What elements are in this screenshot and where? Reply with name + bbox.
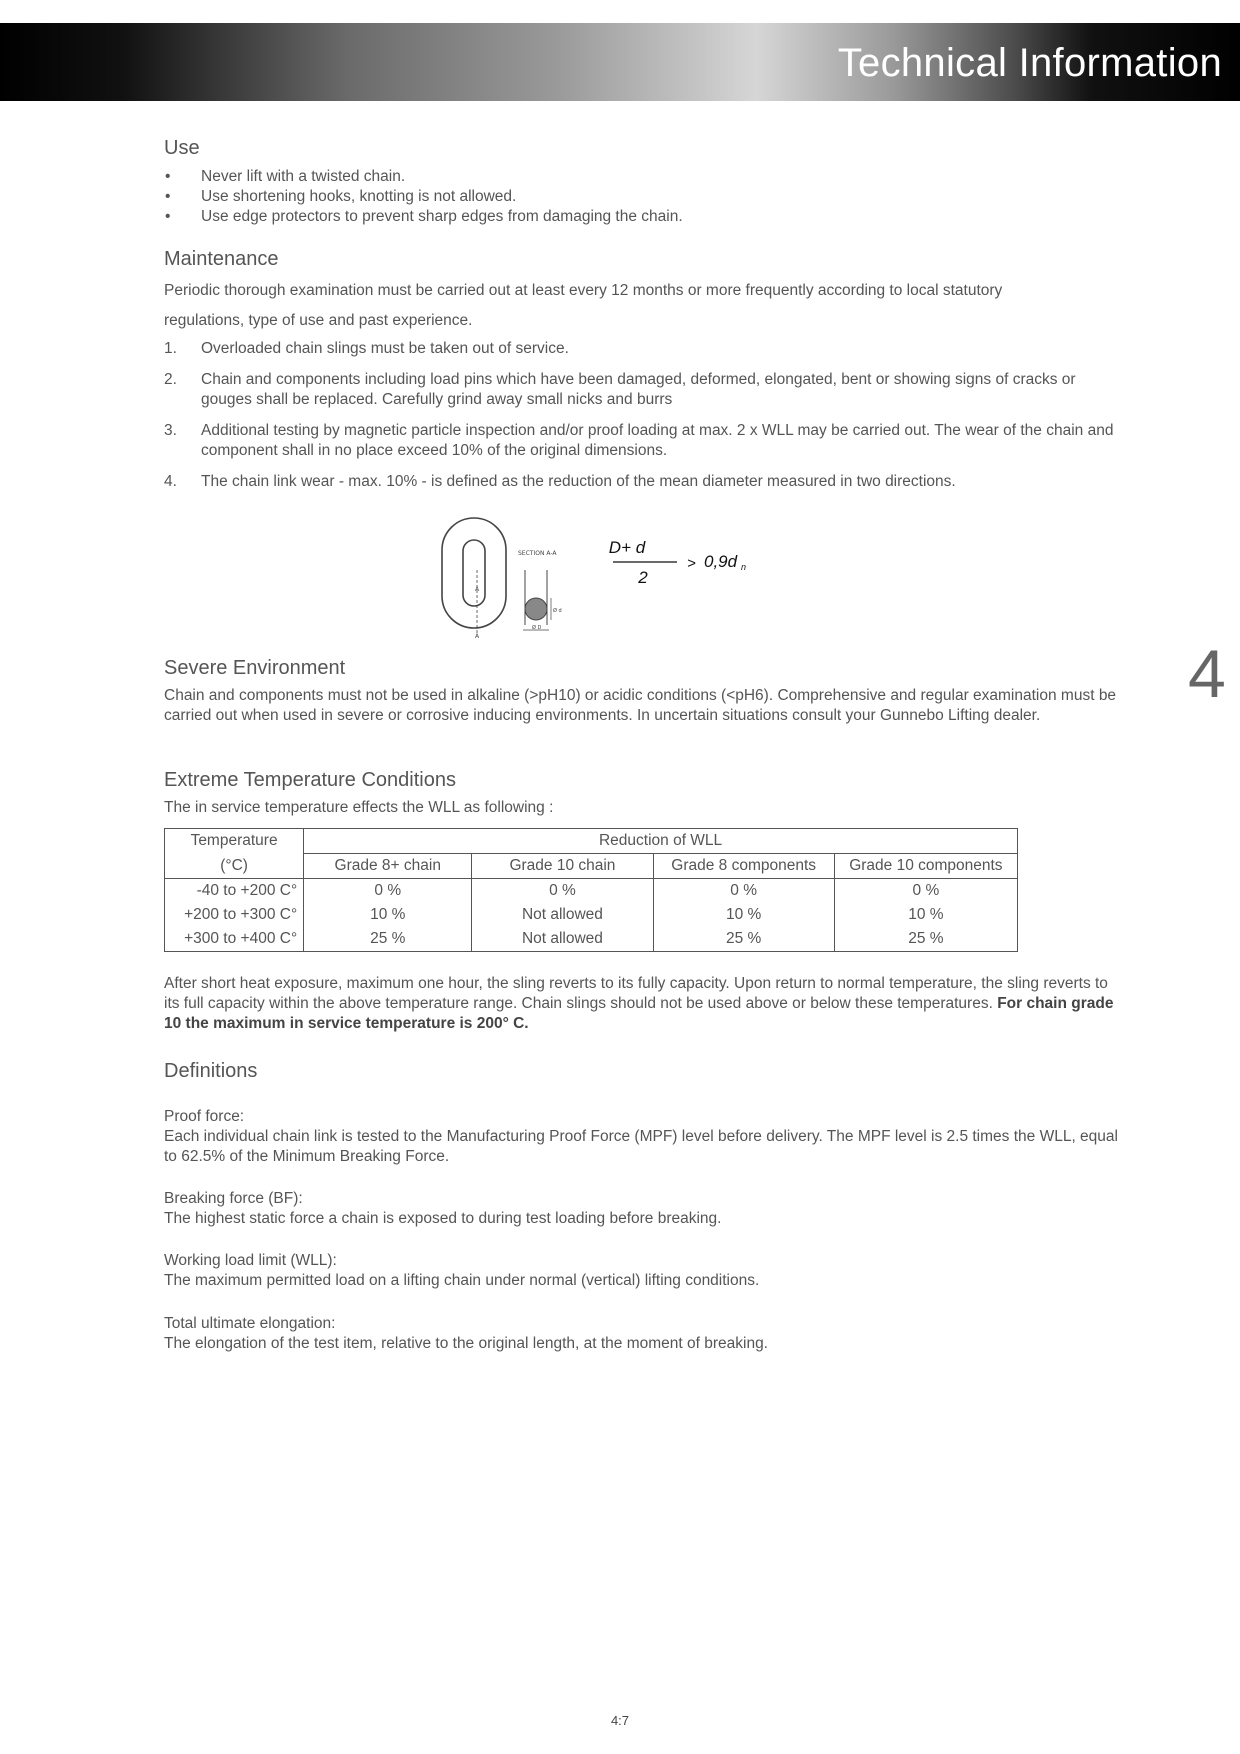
table-header: Grade 10 chain: [472, 854, 653, 879]
list-item: [164, 370, 1124, 410]
list-number: 2.: [164, 371, 177, 388]
list-item-text: The chain link wear - max. 10% - is defined as the reduction of the mean diameter measured in two directions.: [201, 473, 956, 490]
table-cell: 10 %: [304, 903, 472, 927]
header-band: [0, 23, 1240, 101]
table-cell: 0 %: [304, 879, 472, 904]
bullet-icon: •: [165, 168, 171, 185]
chapter-number: 4: [1188, 636, 1226, 712]
list-item: [164, 207, 1124, 227]
dimension-label: Ø D: [532, 625, 542, 631]
table-header: (°C): [165, 854, 304, 879]
list-item-text: Overloaded chain slings must be taken out of service.: [201, 340, 569, 357]
definition-term: Working load limit (WLL):: [164, 1252, 337, 1269]
list-item-text: Additional testing by magnetic particle inspection and/or proof loading at max. 2 x WLL may be carried out. The wear of the chain and component shall in no place exceed 10% of the original dimensions.: [201, 422, 1114, 459]
list-number: 4.: [164, 473, 177, 490]
table-cell: 25 %: [834, 927, 1017, 952]
maintenance-heading: Maintenance: [164, 248, 279, 270]
list-item-text: Chain and components including load pins which have been damaged, deformed, elongated, bent or showing signs of cracks or gouges shall be replaced. Carefully grind away small nicks and burrs: [201, 371, 1076, 408]
table-cell: 0 %: [653, 879, 834, 904]
table-cell: +300 to +400 C°: [165, 927, 304, 952]
table-row: [165, 903, 1018, 927]
list-item: [164, 421, 1124, 461]
table-cell: 25 %: [304, 927, 472, 952]
definition-item: [164, 1189, 1124, 1229]
page-title: Technical Information: [837, 41, 1222, 85]
definition-term: Total ultimate elongation:: [164, 1315, 336, 1332]
list-item: [164, 167, 1124, 187]
table-group-header: Reduction of WLL: [304, 829, 1018, 854]
maintenance-intro: [164, 276, 1124, 336]
chain-link-illustration: [437, 515, 787, 643]
dimension-label: Ø d: [553, 608, 562, 614]
definition-item: [164, 1107, 1124, 1167]
table-row: [165, 927, 1018, 952]
definition-text: The highest static force a chain is exposed to during test loading before breaking.: [164, 1210, 722, 1227]
table-cell: -40 to +200 C°: [165, 879, 304, 904]
after-heat-text-body: After short heat exposure, maximum one hour, the sling reverts to its fully capacity. Upon return to normal temperature, the sling reverts to its full capacity within the above temperature range. Chain slings should not be used above or below these temperatures.: [164, 975, 1108, 1012]
table-cell: 25 %: [653, 927, 834, 952]
extreme-heading: Extreme Temperature Conditions: [164, 769, 456, 791]
section-label-a: A: [475, 633, 480, 640]
table-header: Grade 10 components: [834, 854, 1017, 879]
maintenance-intro-line: regulations, type of use and past experience.: [164, 312, 473, 329]
table-cell: +200 to +300 C°: [165, 903, 304, 927]
maintenance-list: [164, 339, 1124, 492]
list-item: [164, 472, 1124, 492]
list-item: [164, 339, 1124, 359]
table-cell: 0 %: [834, 879, 1017, 904]
table-cell: 0 %: [472, 879, 653, 904]
definitions-heading: Definitions: [164, 1060, 258, 1082]
definition-text: Each individual chain link is tested to the Manufacturing Proof Force (MPF) level before delivery. The MPF level is 2.5 times the WLL, equal to 62.5% of the Minimum Breaking Force.: [164, 1128, 1118, 1165]
maintenance-intro-line: Periodic thorough examination must be carried out at least every 12 months or more frequently according to local statutory: [164, 282, 1003, 299]
list-item-text: Use shortening hooks, knotting is not allowed.: [201, 188, 517, 205]
table-header: Grade 8 components: [653, 854, 834, 879]
chain-link-diagram: [437, 515, 787, 643]
table-cell: Not allowed: [472, 927, 653, 952]
definition-text: The elongation of the test item, relative to the original length, at the moment of breaking.: [164, 1335, 768, 1352]
list-item-text: Never lift with a twisted chain.: [201, 168, 406, 185]
table-header-row: [165, 854, 1018, 879]
temperature-table: [164, 828, 1018, 952]
formula-denominator: 2: [638, 568, 648, 587]
table-row: [165, 879, 1018, 904]
page-number: 4:7: [610, 1713, 630, 1728]
formula-value: 0,9d: [704, 552, 738, 571]
table-cell: 10 %: [653, 903, 834, 927]
severe-heading: Severe Environment: [164, 657, 346, 679]
severe-text: Chain and components must not be used in alkaline (>pH10) or acidic conditions (<pH6). Comprehensive and regular examination must be carried out when used in severe or corrosive inducing environments. In uncertain situations consult your Gunnebo Lifting dealer.: [164, 687, 1117, 724]
after-heat-text-bold: For chain grade 10 the maximum in service temperature is 200° C.: [164, 995, 1114, 1032]
table-header: Grade 8+ chain: [304, 854, 472, 879]
table-cell: 10 %: [834, 903, 1017, 927]
definition-item: [164, 1251, 1124, 1291]
chain-link-inner-shape: [463, 540, 485, 606]
extreme-intro: The in service temperature effects the WLL as following :: [164, 799, 554, 816]
chain-link-outer-shape: [442, 518, 506, 628]
list-number: 1.: [164, 340, 177, 357]
use-list: [164, 167, 1124, 227]
bullet-icon: •: [165, 208, 171, 225]
formula-subscript: n: [741, 562, 747, 572]
list-number: 3.: [164, 422, 177, 439]
definition-item: [164, 1314, 1124, 1354]
table-header: Temperature: [165, 829, 304, 854]
formula-numerator: D+ d: [608, 538, 646, 557]
list-item: [164, 187, 1124, 207]
bullet-icon: •: [165, 188, 171, 205]
section-label-a: A: [475, 586, 480, 593]
list-item-text: Use edge protectors to prevent sharp edges from damaging the chain.: [201, 208, 683, 225]
use-heading: Use: [164, 137, 200, 159]
after-heat-text: [164, 974, 1124, 1034]
wire-cross-section: [525, 598, 547, 620]
definition-text: The maximum permitted load on a lifting chain under normal (vertical) lifting conditions.: [164, 1272, 760, 1289]
section-title: SECTION A-A: [518, 550, 557, 557]
definition-term: Breaking force (BF):: [164, 1190, 303, 1207]
formula-relation: >: [687, 555, 696, 572]
table-header-row: [165, 829, 1018, 854]
table-cell: Not allowed: [472, 903, 653, 927]
definition-term: Proof force:: [164, 1108, 245, 1125]
